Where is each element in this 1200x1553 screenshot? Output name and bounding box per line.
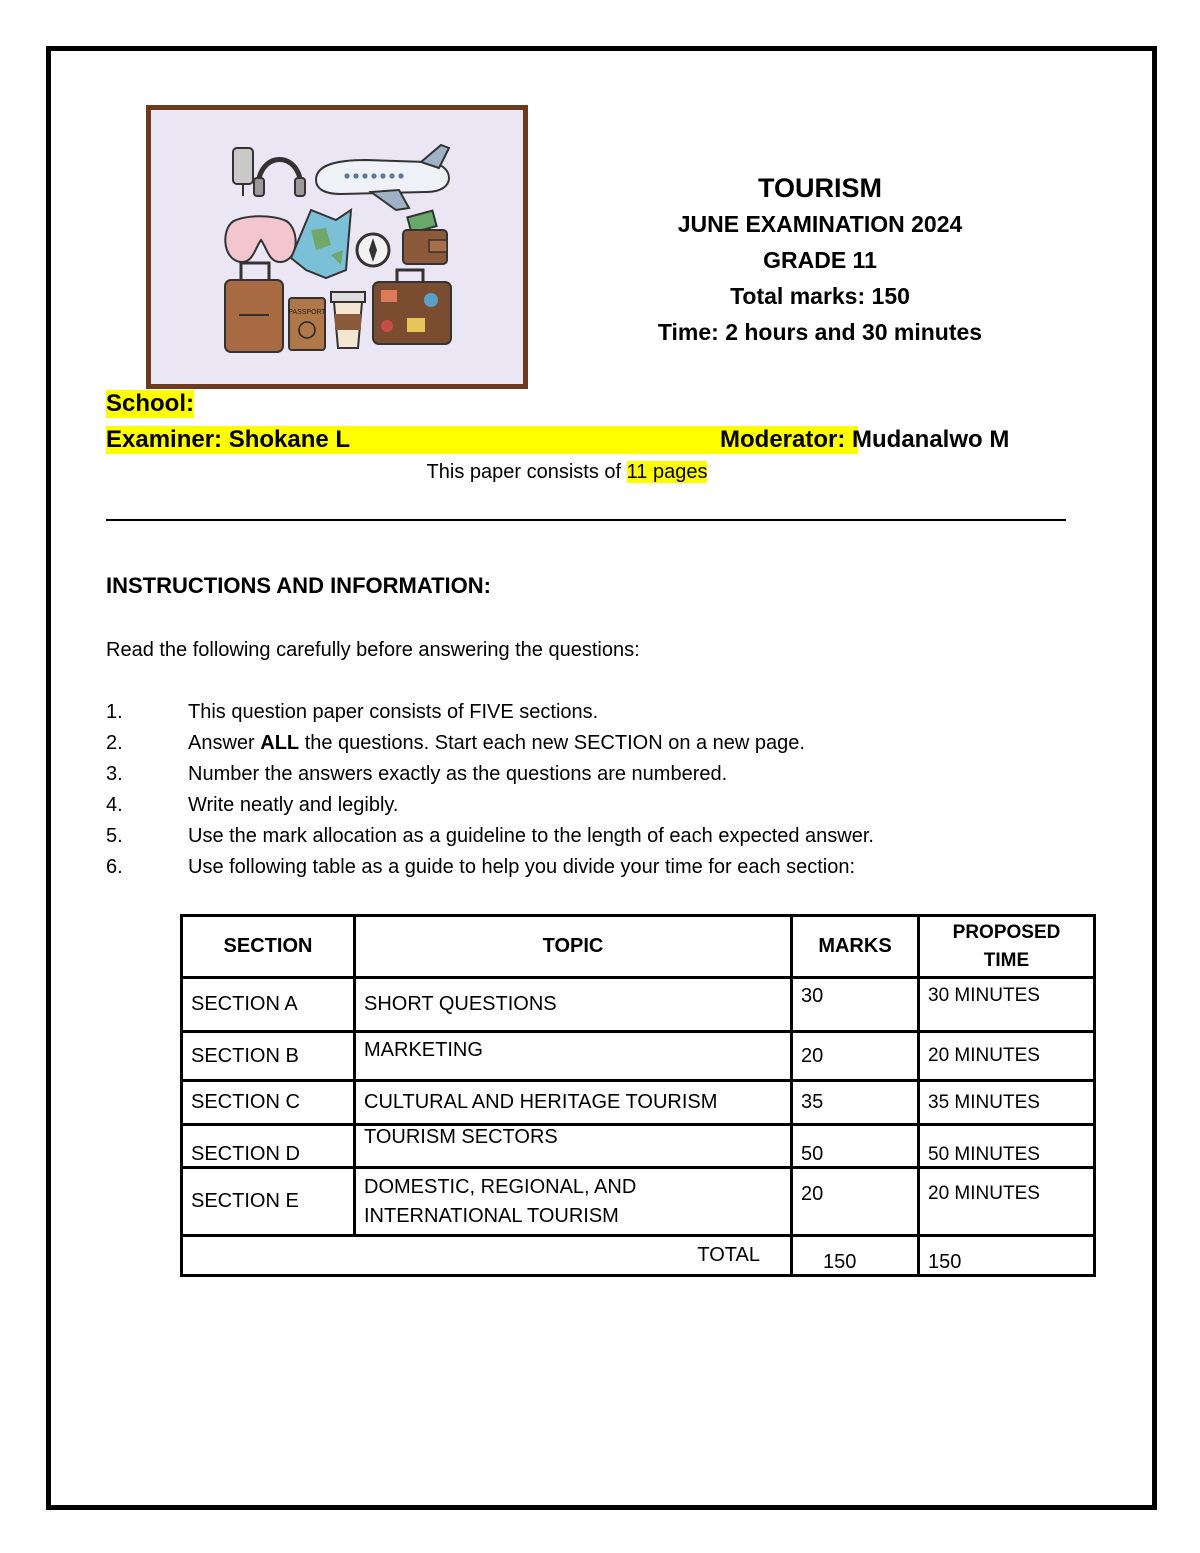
divider bbox=[106, 519, 1066, 521]
table-row bbox=[182, 1081, 1095, 1125]
table-total-row bbox=[182, 1236, 1095, 1276]
item-text bbox=[188, 731, 805, 756]
item-number: 6. bbox=[106, 856, 123, 878]
exam-name: JUNE EXAMINATION 2024 bbox=[677, 211, 963, 237]
airplane-icon bbox=[316, 145, 449, 210]
moderator bbox=[720, 426, 1009, 454]
item-text: Write neatly and legibly. bbox=[188, 794, 399, 816]
travel-illustration bbox=[146, 105, 528, 389]
passport-icon bbox=[288, 298, 326, 350]
svg-text:PASSPORT: PASSPORT bbox=[288, 309, 326, 316]
cell-marks: 30 bbox=[792, 978, 919, 1032]
moderator-value: : Mudanalwo M bbox=[837, 426, 1010, 453]
cell-section: SECTION E bbox=[182, 1168, 355, 1236]
rolling-suitcase-icon bbox=[225, 263, 283, 352]
page-count-prefix: This paper consists of bbox=[426, 461, 627, 483]
moderator-label: Moderator bbox=[720, 426, 838, 453]
phone-icon bbox=[233, 148, 253, 184]
exam-time: Time: 2 hours and 30 minutes bbox=[657, 319, 983, 345]
cell-marks: 50 bbox=[792, 1125, 919, 1168]
header-time-line1: PROPOSED bbox=[952, 921, 1061, 943]
cell-marks: 20 bbox=[792, 1168, 919, 1236]
total-marks-cell: 150 bbox=[792, 1236, 919, 1276]
wallet-icon bbox=[403, 211, 447, 264]
compass-icon bbox=[357, 234, 389, 266]
cell-topic: CULTURAL AND HERITAGE TOURISM bbox=[355, 1081, 792, 1125]
total-marks: Total marks: 150 bbox=[730, 283, 910, 309]
item-number: 1. bbox=[106, 701, 123, 723]
cell-time: 35 MINUTES bbox=[919, 1081, 1095, 1125]
instructions-heading: INSTRUCTIONS AND INFORMATION: bbox=[106, 573, 491, 598]
cell-section: SECTION D bbox=[182, 1125, 355, 1168]
item-text-pre: Answer bbox=[188, 732, 261, 754]
header-marks: MARKS bbox=[792, 916, 919, 978]
coffee-cup-icon bbox=[331, 292, 365, 348]
cell-section: SECTION A bbox=[182, 978, 355, 1032]
exam-title-block bbox=[600, 170, 1040, 350]
cell-time: 30 MINUTES bbox=[919, 978, 1095, 1032]
cell-time: 20 MINUTES bbox=[919, 1168, 1095, 1236]
time-allocation-table bbox=[180, 914, 1096, 1277]
cell-topic: SHORT QUESTIONS bbox=[355, 978, 792, 1032]
cell-marks: 35 bbox=[792, 1081, 919, 1125]
header-section: SECTION bbox=[182, 916, 355, 978]
item-text-bold: ALL bbox=[260, 732, 300, 754]
cell-topic-line2: INTERNATIONAL TOURISM bbox=[364, 1204, 619, 1227]
map-icon bbox=[291, 210, 351, 278]
table-header-row bbox=[182, 916, 1095, 978]
item-text-post: the questions. Start each new SECTION on a new page. bbox=[299, 732, 805, 754]
instructions-intro: Read the following carefully before answering the questions: bbox=[106, 639, 640, 661]
item-text: Use the mark allocation as a guideline to the length of each expected answer. bbox=[188, 825, 874, 847]
table-row bbox=[182, 1168, 1095, 1236]
cell-section: SECTION B bbox=[182, 1032, 355, 1081]
table-row bbox=[182, 1032, 1095, 1081]
cell-section: SECTION C bbox=[182, 1081, 355, 1125]
cell-topic bbox=[355, 1168, 792, 1236]
item-text: This question paper consists of FIVE sections. bbox=[188, 701, 599, 723]
item-text: Use following table as a guide to help you divide your time for each section: bbox=[188, 856, 856, 878]
page-count-line bbox=[0, 461, 1134, 484]
cell-time: 20 MINUTES bbox=[919, 1032, 1095, 1081]
cell-topic: MARKETING bbox=[355, 1032, 792, 1081]
table-row bbox=[182, 1125, 1095, 1168]
header-time bbox=[919, 916, 1095, 978]
cell-time: 50 MINUTES bbox=[919, 1125, 1095, 1168]
item-number: 4. bbox=[106, 794, 123, 816]
cell-topic: TOURISM SECTORS bbox=[355, 1125, 792, 1168]
cell-marks: 20 bbox=[792, 1032, 919, 1081]
item-number: 3. bbox=[106, 763, 123, 785]
neck-pillow-icon bbox=[225, 216, 295, 262]
total-label: TOTAL bbox=[182, 1236, 792, 1276]
grade: GRADE 11 bbox=[763, 247, 877, 273]
cell-topic-line1: DOMESTIC, REGIONAL, AND bbox=[364, 1175, 637, 1198]
examiner-row bbox=[106, 426, 1056, 456]
school-label: School: bbox=[106, 390, 194, 417]
page-count-value: 11 pages bbox=[626, 461, 708, 483]
item-number: 2. bbox=[106, 732, 123, 754]
header-time-line2: TIME bbox=[983, 949, 1030, 971]
header-topic: TOPIC bbox=[355, 916, 792, 978]
item-number: 5. bbox=[106, 825, 123, 847]
table-row bbox=[182, 978, 1095, 1032]
examiner: Examiner: Shokane L bbox=[106, 426, 858, 454]
briefcase-icon bbox=[373, 270, 451, 344]
travel-items-drawing bbox=[151, 110, 523, 384]
item-text: Number the answers exactly as the questions are numbered. bbox=[188, 763, 728, 785]
total-time-cell: 150 bbox=[919, 1236, 1095, 1276]
subject-title: TOURISM bbox=[757, 173, 882, 203]
